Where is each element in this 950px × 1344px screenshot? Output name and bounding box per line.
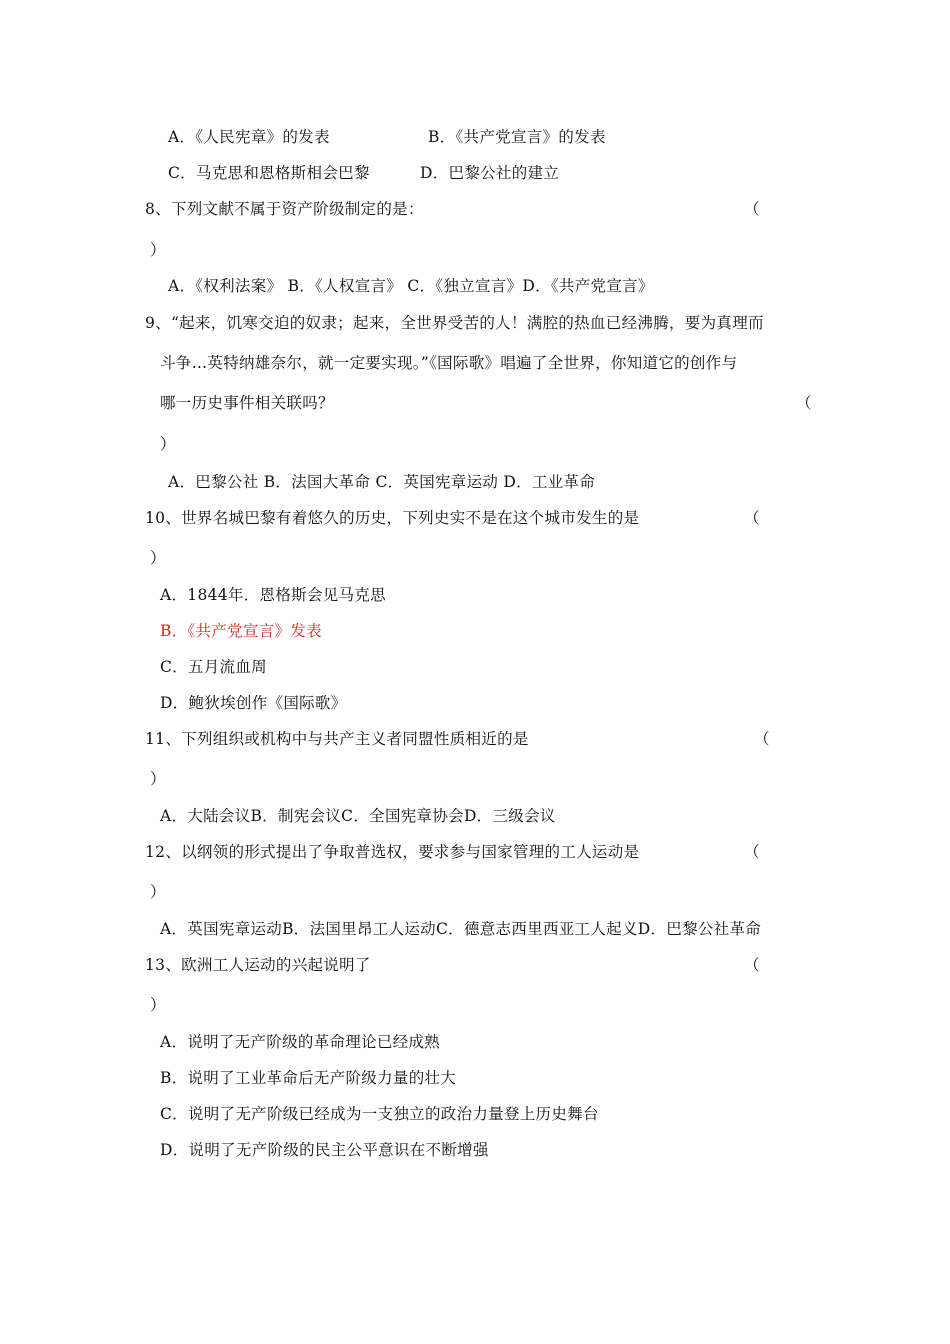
q13-answer-paren-open: （ <box>744 956 760 974</box>
q7-option-a: A．《人民宪章》的发表 <box>168 128 330 146</box>
q10-answer-paren-close: ） <box>150 549 166 567</box>
q9-answer-paren-close: ） <box>160 435 176 453</box>
q13-option-b: B．说明了工业革命后无产阶级力量的壮大 <box>160 1069 457 1087</box>
q12-answer-paren-close: ） <box>150 883 166 901</box>
q8-stem: 8、下列文献不属于资产阶级制定的是： <box>145 200 424 218</box>
q10-option-d: D．鲍狄埃创作《国际歌》 <box>160 694 347 712</box>
q9-stem-line-2: 斗争…英特纳雄奈尔，就一定要实现。”《国际歌》唱遍了全世界，你知道它的创作与 <box>160 354 738 372</box>
q7-option-c: C．马克思和恩格斯相会巴黎 <box>168 164 370 182</box>
q12-answer-paren-open: （ <box>744 843 760 861</box>
q13-option-d: D．说明了无产阶级的民主公平意识在不断增强 <box>160 1141 489 1159</box>
q9-options: A．巴黎公社 B．法国大革命 C．英国宪章运动 D．工业革命 <box>168 473 596 491</box>
q8-answer-paren-open: （ <box>744 200 760 218</box>
q7-option-b: B．《共产党宣言》的发表 <box>428 128 606 146</box>
q8-answer-paren-close: ） <box>150 241 166 259</box>
q10-option-c: C．五月流血周 <box>160 658 267 676</box>
q7-option-d: D．巴黎公社的建立 <box>420 164 560 182</box>
q10-stem: 10、世界名城巴黎有着悠久的历史，下列史实不是在这个城市发生的是 <box>145 509 640 527</box>
q12-options: A．英国宪章运动B．法国里昂工人运动C．德意志西里西亚工人起义D．巴黎公社革命 <box>160 920 762 938</box>
q10-option-b-answer: B．《共产党宣言》发表 <box>160 622 322 640</box>
q9-stem-line-3: 哪一历史事件相关联吗？ <box>160 394 334 412</box>
q8-options: A．《权利法案》 B．《人权宣言》 C．《独立宣言》D．《共产党宣言》 <box>168 277 654 295</box>
q13-option-c: C．说明了无产阶级已经成为一支独立的政治力量登上历史舞台 <box>160 1105 599 1123</box>
q11-answer-paren-close: ） <box>150 770 166 788</box>
q10-option-a: A．1844年．恩格斯会见马克思 <box>160 586 386 604</box>
q11-answer-paren-open: （ <box>754 730 770 748</box>
q13-option-a: A．说明了无产阶级的革命理论已经成熟 <box>160 1033 441 1051</box>
q13-stem: 13、欧洲工人运动的兴起说明了 <box>145 956 371 974</box>
q11-options: A．大陆会议B．制宪会议C．全国宪章协会D．三级会议 <box>160 807 556 825</box>
q12-stem: 12、以纲领的形式提出了争取普选权，要求参与国家管理的工人运动是 <box>145 843 640 861</box>
q10-answer-paren-open: （ <box>744 509 760 527</box>
q13-answer-paren-close: ） <box>150 996 166 1014</box>
q11-stem: 11、下列组织或机构中与共产主义者同盟性质相近的是 <box>145 730 529 748</box>
q9-answer-paren-open: （ <box>796 394 812 412</box>
q9-stem-line-1: 9、“起来，饥寒交迫的奴隶；起来，全世界受苦的人！满腔的热血已经沸腾，要为真理而 <box>145 314 764 332</box>
